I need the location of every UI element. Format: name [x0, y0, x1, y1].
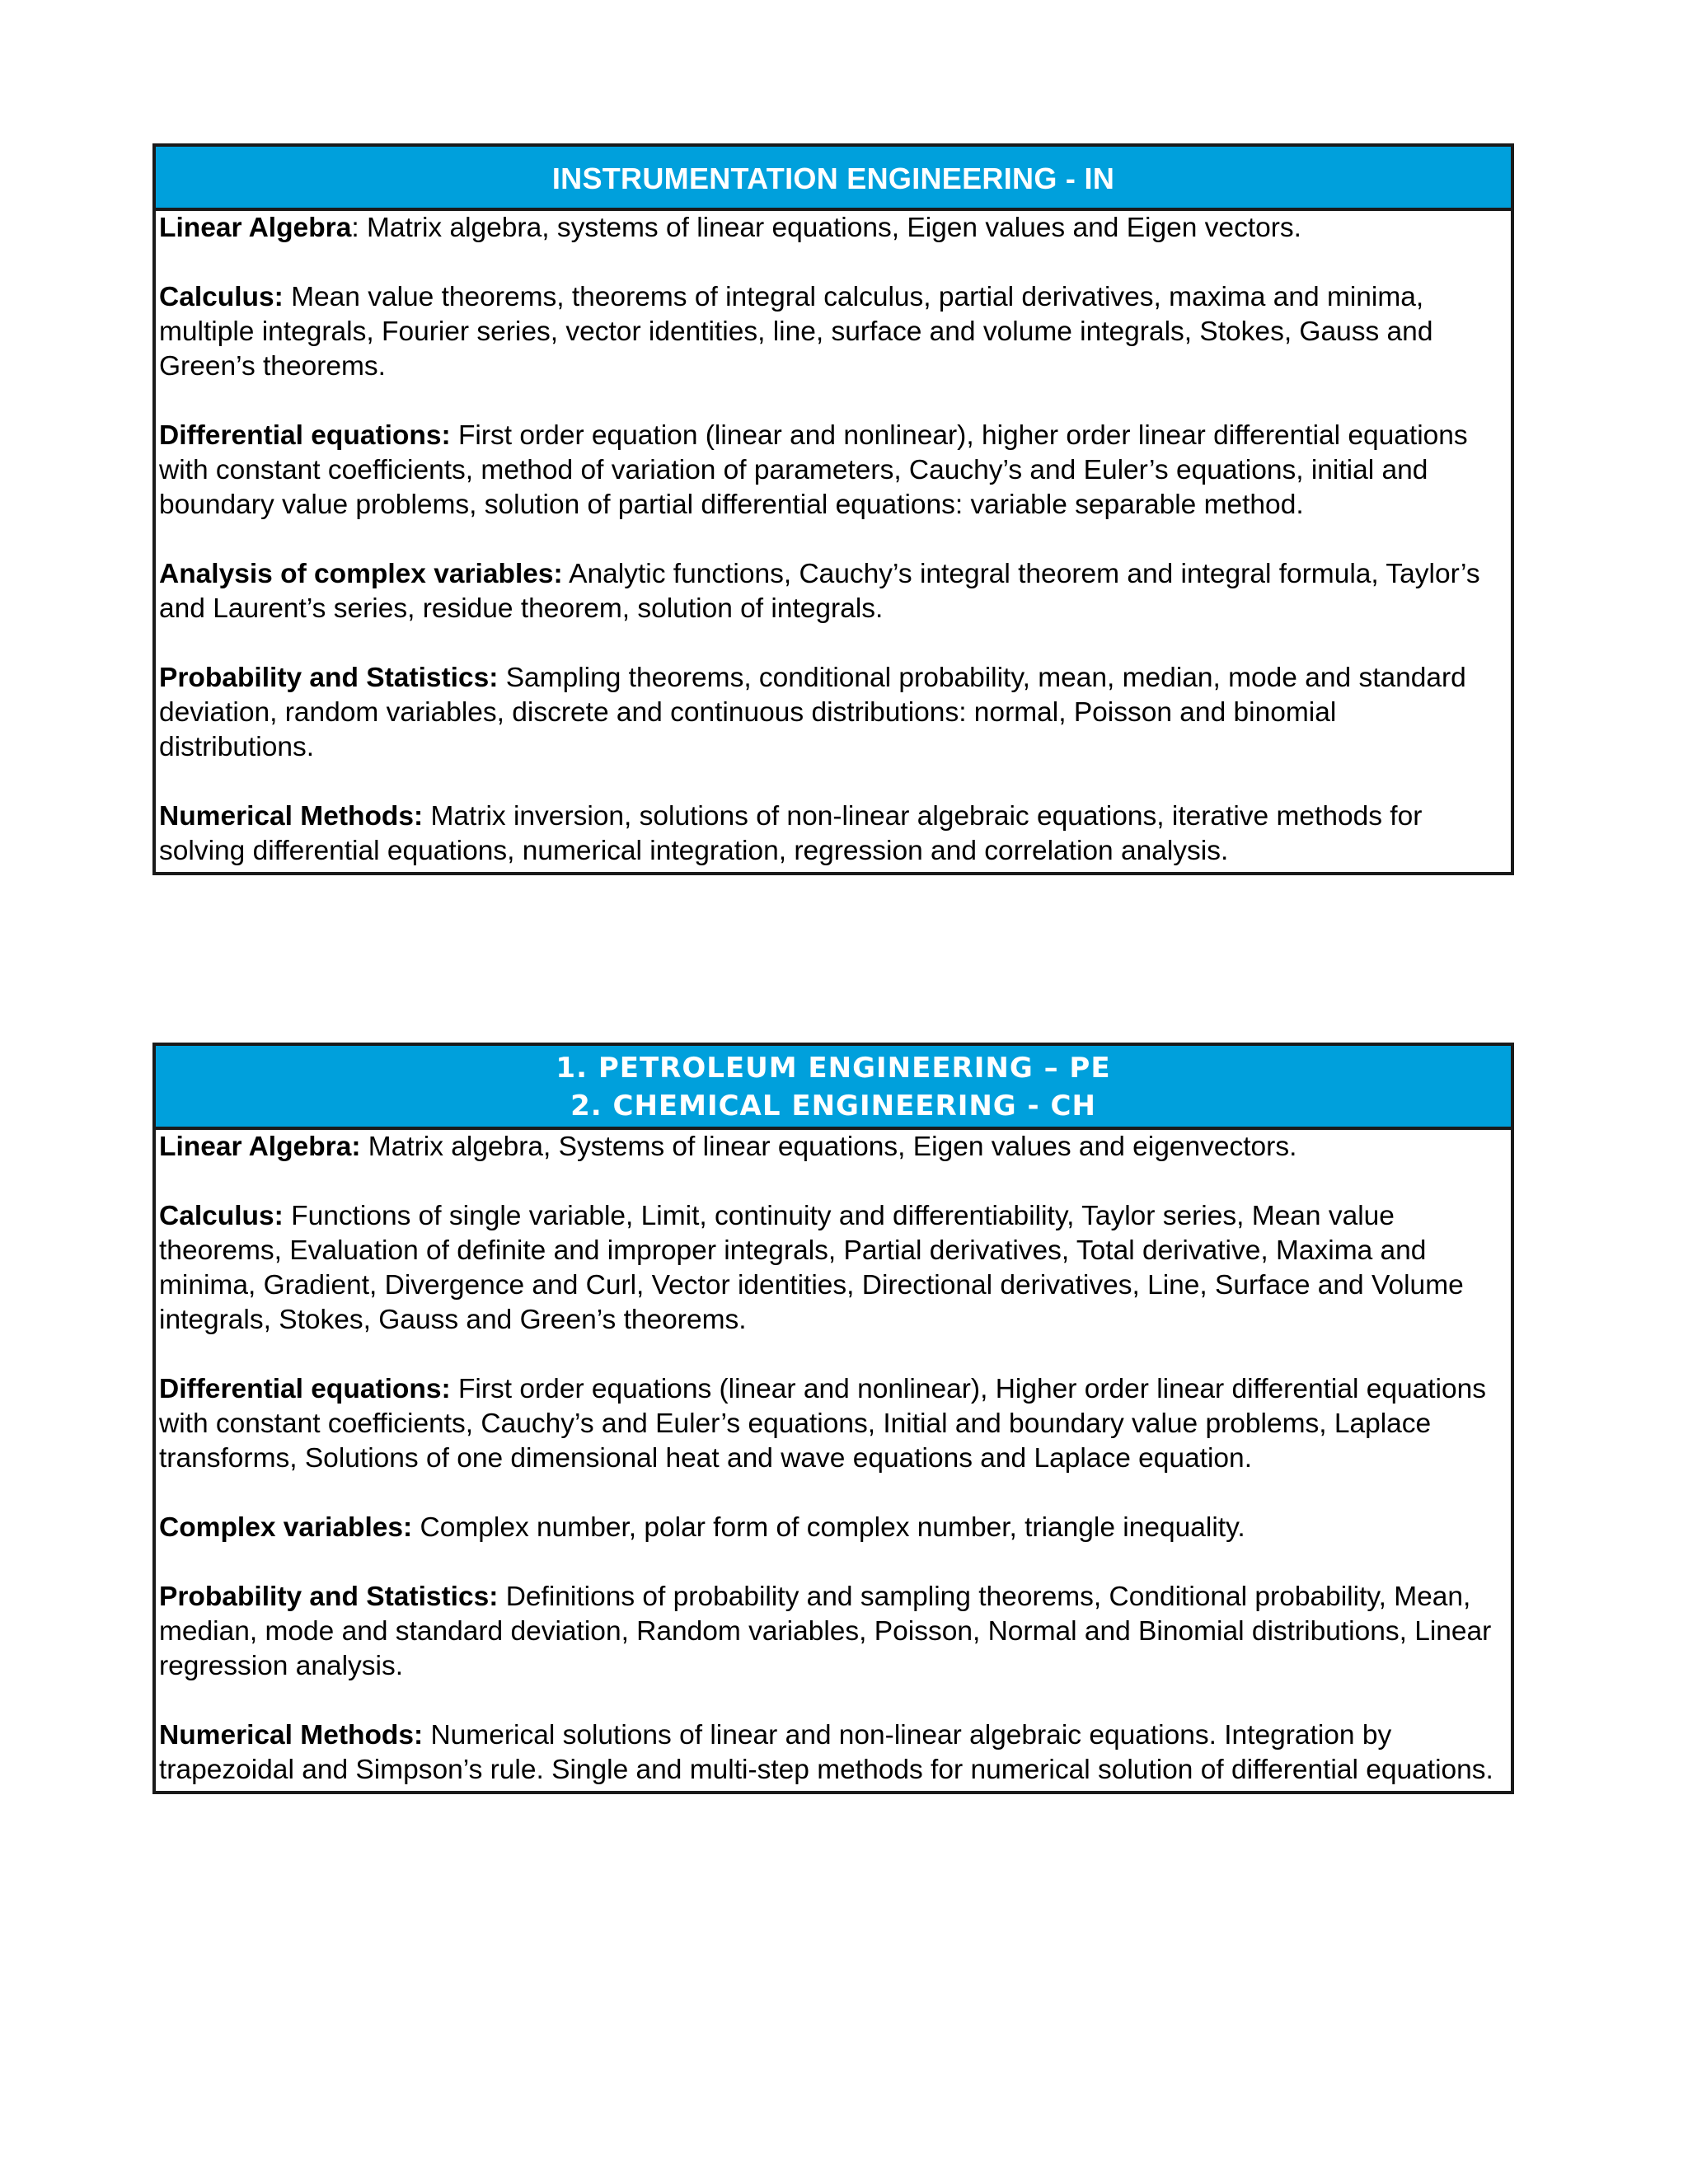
topic-title: Numerical Methods: [159, 801, 424, 832]
topic-text: Mean value theorems, theorems of integral calculus, partial derivatives, maxima and minima, multiple integrals, Fourier series, vector identities, line, surface and volume integrals, Stokes, Gauss and Green’s theorems. [159, 282, 1433, 382]
topic-title: Probability and Statistics: [159, 663, 499, 693]
topic-separator [284, 1201, 291, 1231]
section-header [156, 147, 1511, 211]
topic-separator [498, 663, 505, 693]
topic-title: Differential equations: [159, 420, 451, 451]
topic-title: Probability and Statistics: [159, 1582, 499, 1612]
topic-separator [284, 282, 291, 312]
topic-differential-equations [159, 419, 1494, 523]
topic-text: Matrix algebra, systems of linear equations, Eigen values and Eigen vectors. [366, 213, 1301, 243]
topic-title: Analysis of complex variables: [159, 559, 563, 589]
topic-title: Linear Algebra: [159, 1132, 361, 1162]
topic-separator [412, 1512, 420, 1543]
topic-text: Numerical solutions of linear and non-linear algebraic equations. Integration by trapezoidal and Simpson’s rule. Single and multi-step methods for numerical solution of differential equations. [159, 1720, 1493, 1785]
section-title-line-1: 1. PETROLEUM ENGINEERING – PE [556, 1052, 1111, 1085]
topic-separator [451, 1374, 458, 1404]
section-body [156, 1130, 1511, 1791]
topic-text: Matrix algebra, Systems of linear equations, Eigen values and eigenvectors. [368, 1132, 1297, 1162]
topic-calculus [159, 280, 1494, 384]
topic-title: Complex variables: [159, 1512, 413, 1543]
topic-probability-statistics [159, 1580, 1494, 1684]
topic-separator [498, 1582, 505, 1612]
topic-text: First order equations (linear and nonlinear), Higher order linear differential equations with constant coefficients, Cauchy’s and Euler’s equations, Initial and boundary value problems, Laplace transforms, Solutions of one dimensional heat and wave equations and Laplace equation. [159, 1374, 1486, 1474]
section-header [156, 1046, 1511, 1130]
syllabus-box-petroleum-chemical [152, 1043, 1514, 1794]
topic-text: First order equation (linear and nonlinear), higher order linear differential equations with constant coefficients, method of variation of parameters, Cauchy’s and Euler’s equations, initial and boundary value problems, solution of partial differential equations: variable separable method. [159, 420, 1468, 520]
section-title-line-2: 2. CHEMICAL ENGINEERING - CH [570, 1090, 1096, 1122]
topic-title: Differential equations: [159, 1374, 451, 1404]
topic-linear-algebra [159, 211, 1494, 246]
topic-title: Numerical Methods: [159, 1720, 424, 1750]
topic-calculus [159, 1199, 1494, 1338]
topic-text: Functions of single variable, Limit, continuity and differentiability, Taylor series, Mean value theorems, Evaluation of definite and improper integrals, Partial derivatives, Total derivative, Maxima and minima, Gradient, Divergence and Curl, Vector identities, Directional derivatives, Line, Surface and Volume integrals, Stokes, Gauss and Green’s theorems. [159, 1201, 1464, 1335]
topic-differential-equations [159, 1372, 1494, 1476]
topic-text: Complex number, polar form of complex number, triangle inequality. [420, 1512, 1245, 1543]
topic-title: Calculus: [159, 282, 284, 312]
topic-text: Sampling theorems, conditional probability, mean, median, mode and standard deviation, random variables, discrete and continuous distributions: normal, Poisson and binomial distributions. [159, 663, 1466, 762]
section-body [156, 211, 1511, 872]
topic-complex-variables [159, 557, 1494, 626]
topic-text: Definitions of probability and sampling theorems, Conditional probability, Mean, median, mode and standard deviation, Random variables, Poisson, Normal and Binomial distributions, Linear regression analysis. [159, 1582, 1492, 1681]
topic-title: Calculus: [159, 1201, 284, 1231]
topic-separator [360, 1132, 368, 1162]
topic-title: Linear Algebra [159, 213, 352, 243]
topic-numerical-methods [159, 1718, 1494, 1788]
section-title: INSTRUMENTATION ENGINEERING - IN [551, 162, 1115, 195]
topic-text: Analytic functions, Cauchy’s integral theorem and integral formula, Taylor’s and Laurent’s series, residue theorem, solution of integrals. [159, 559, 1480, 624]
topic-linear-algebra [159, 1130, 1494, 1165]
topic-probability-statistics [159, 661, 1494, 765]
topic-complex-variables [159, 1511, 1494, 1545]
topic-text: Matrix inversion, solutions of non-linear algebraic equations, iterative methods for solving differential equations, numerical integration, regression and correlation analysis. [159, 801, 1423, 866]
topic-separator: : [351, 213, 367, 243]
syllabus-box-instrumentation [152, 143, 1514, 875]
topic-numerical-methods [159, 799, 1494, 869]
topic-separator [451, 420, 458, 451]
